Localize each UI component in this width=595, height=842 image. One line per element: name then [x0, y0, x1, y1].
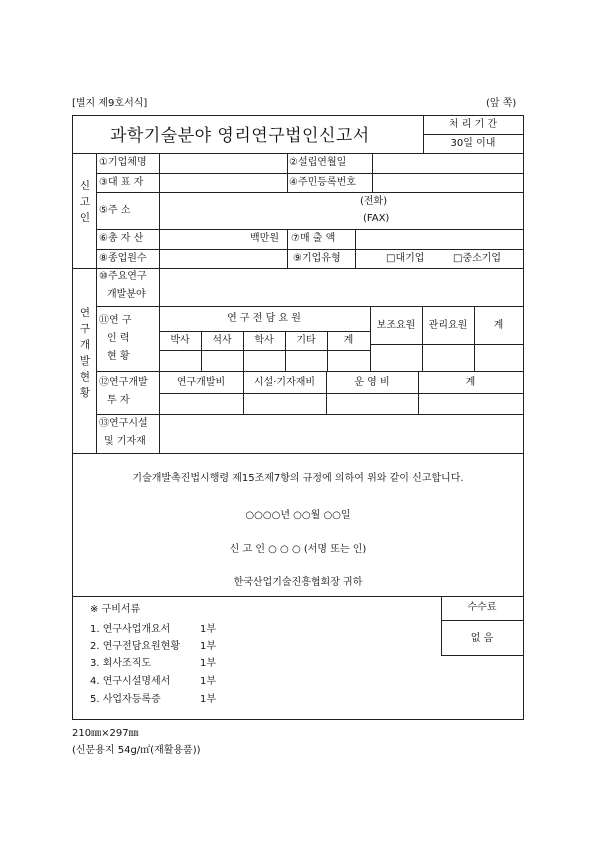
page-side-label: (앞 쪽) — [486, 98, 517, 109]
staff-total-header: 계 — [493, 320, 504, 331]
attachment-item-1: 1. 연구사업개요서 — [90, 624, 171, 635]
processing-period-value: 30일 이내 — [450, 138, 496, 149]
declaration-addressee: 한국산업기술진흥협회장 귀하 — [233, 577, 363, 588]
facility-label-2: 및 기자재 — [104, 436, 146, 447]
degree-phd: 박사 — [170, 335, 190, 346]
paper-size: 210㎜×297㎜ — [72, 728, 139, 739]
attachment-item-2: 2. 연구전담요원현황 — [90, 641, 180, 652]
attachment-qty-2: 1부 — [200, 641, 217, 652]
attachment-qty-3: 1부 — [200, 658, 217, 669]
degree-total: 계 — [343, 335, 354, 346]
attachment-item-4: 4. 연구시설명세서 — [90, 676, 171, 687]
address-label: ⑤주 소 — [99, 205, 131, 216]
rnd-cost-header: 연구개발비 — [176, 377, 226, 388]
fee-label: 수수료 — [467, 602, 497, 613]
declaration-signer: 신 고 인 ○ ○ ○ (서명 또는 인) — [229, 544, 367, 555]
form-title: 과학기술분야 영리연구법인신고서 — [110, 126, 370, 146]
established-date-label: ②설립연월일 — [289, 157, 347, 168]
facility-cost-header: 시설·기자재비 — [253, 377, 316, 388]
declaration-statement: 기술개발촉진법시행령 제15조제7항의 규정에 의하여 위와 같이 신고합니다. — [132, 473, 464, 484]
main-field-label-2: 개발분야 — [107, 289, 146, 300]
attachments-heading: ※ 구비서류 — [90, 604, 141, 615]
company-name-label: ①기업체명 — [99, 157, 147, 168]
company-type-label: ⑨기업유형 — [293, 253, 341, 264]
degree-masters: 석사 — [212, 335, 232, 346]
staff-label-3: 현 황 — [107, 351, 130, 362]
rnd-section-label: 연구개발현황 — [79, 307, 91, 399]
fee-value: 없 음 — [470, 633, 494, 644]
paper-spec: (신문용지 54g/㎡(재활용품)) — [72, 745, 201, 756]
investment-label-1: ⑫연구개발 — [99, 377, 148, 388]
large-company-checkbox[interactable]: □대기업 — [386, 253, 425, 264]
resident-number-label: ④주민등록번호 — [289, 177, 356, 188]
fax-label: (FAX) — [363, 213, 390, 224]
investment-total-header: 계 — [465, 377, 476, 388]
staff-label-1: ⑪연 구 — [99, 315, 132, 326]
representative-label: ③대 표 자 — [99, 177, 144, 188]
attachment-qty-5: 1부 — [200, 694, 217, 705]
phone-label: (전화) — [360, 196, 388, 207]
processing-period-label: 처 리 기 간 — [448, 119, 498, 130]
main-field-label-1: ⑩주요연구 — [99, 271, 147, 282]
manager-staff-header: 관리요원 — [428, 320, 468, 331]
attachment-qty-1: 1부 — [200, 624, 217, 635]
sme-checkbox[interactable]: □중소기업 — [453, 253, 502, 264]
degree-bachelors: 학사 — [254, 335, 274, 346]
operating-cost-header: 운 영 비 — [354, 377, 390, 388]
form-number: [별지 제9호서식] — [72, 98, 148, 109]
attachment-item-5: 5. 사업자등록증 — [90, 694, 161, 705]
declaration-date: ○○○○년 ○○월 ○○일 — [245, 510, 351, 521]
dedicated-staff-header: 연 구 전 담 요 원 — [227, 313, 301, 324]
attachment-qty-4: 1부 — [200, 676, 217, 687]
employees-label: ⑧종업원수 — [99, 253, 147, 264]
reporter-section-label: 신고인 — [79, 180, 91, 224]
million-won-unit: 백만원 — [250, 233, 279, 244]
assistant-staff-header: 보조요원 — [376, 320, 416, 331]
sales-label: ⑦매 출 액 — [291, 233, 336, 244]
investment-label-2: 투 자 — [107, 395, 130, 406]
degree-other: 기타 — [296, 335, 316, 346]
attachment-item-3: 3. 회사조직도 — [90, 658, 152, 669]
staff-label-2: 인 력 — [107, 333, 130, 344]
facility-label-1: ⑬연구시설 — [99, 418, 148, 429]
total-assets-label: ⑥총 자 산 — [99, 233, 144, 244]
